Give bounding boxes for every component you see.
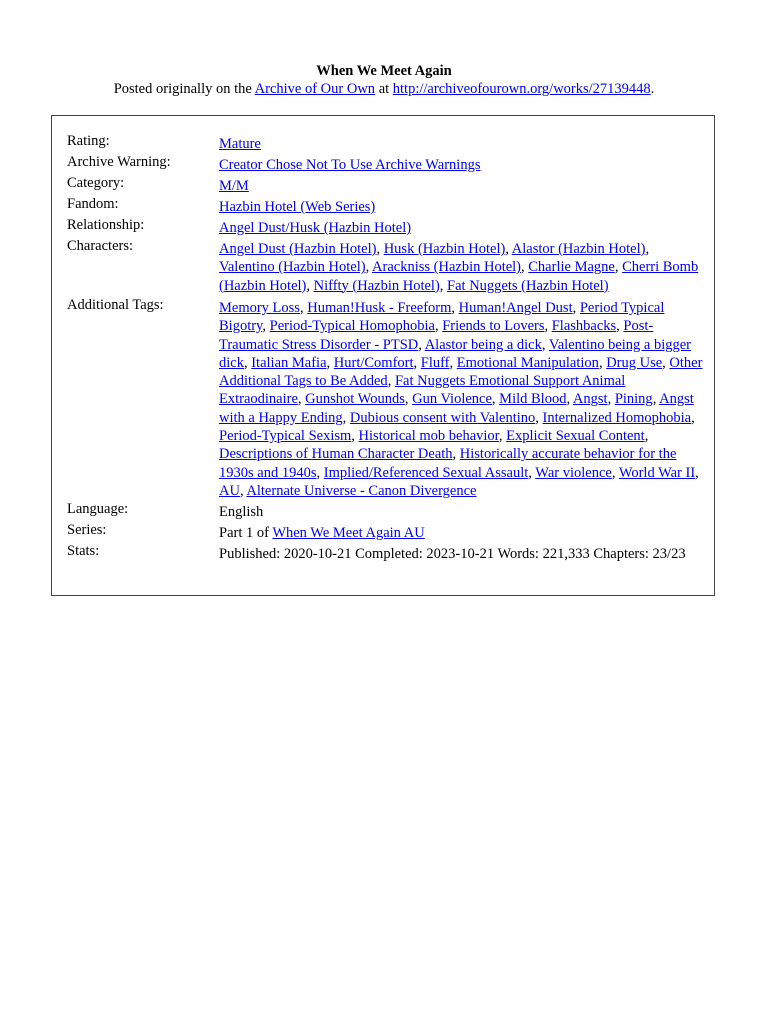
tag-link[interactable]: Explicit Sexual Content xyxy=(506,428,645,445)
posted-line xyxy=(0,80,768,98)
tag-link[interactable]: Internalized Homophobia xyxy=(542,409,692,426)
tag-link[interactable]: War violence xyxy=(535,464,612,481)
tag-link[interactable]: Fat Nuggets (Hazbin Hotel) xyxy=(447,277,609,294)
stats-label: Stats: xyxy=(67,543,100,559)
tag-link[interactable]: Niffty (Hazbin Hotel) xyxy=(313,277,440,294)
tag-link[interactable]: Pining xyxy=(614,391,653,408)
tag-link[interactable]: Descriptions of Human Character Death xyxy=(219,446,453,463)
rating-value xyxy=(219,135,704,153)
language-label: Language: xyxy=(67,501,129,517)
additional-tags-value: Memory Loss, Human!Husk - Freeform, Human!Angel Dust, Period Typical Bigotry, Period-Typical Homophobia, Friends to Lovers, Flashbacks, Post-Traumatic Stress Disorder - PTSD, Alastor being a dick, Valentino being a bigger dick, Italian Mafia, Hurt/Comfort, Fluff, Emotional Manipulation, Drug Use, Other Additional Tags to Be Added, Fat Nuggets Emotional Support Animal Extraodinaire, Gunshot Wounds, Gun Violence, Mild Blood, Angst, Pining, Angst with a Happy Ending, Dubious consent with Valentino, Internalized Homophobia, Period-Typical Sexism, Historical mob behavior, Explicit Sexual Content, Descriptions of Human Character Death, Historically accurate behavior for the 1930s and 1940s, Implied/Referenced Sexual Assault, War violence, World War II, AU, Alternate Universe - Canon Divergence xyxy=(219,300,703,499)
posted-prefix: Posted originally on the xyxy=(113,81,255,97)
language-value: English xyxy=(219,504,264,520)
tag-link[interactable]: Emotional Manipulation xyxy=(456,354,599,371)
tag-link[interactable]: Angel Dust/Husk (Hazbin Hotel) xyxy=(219,220,412,236)
tag-link[interactable]: Charlie Magne xyxy=(528,259,615,276)
characters-label: Characters: xyxy=(67,238,134,254)
tag-link[interactable]: Italian Mafia xyxy=(251,354,327,371)
warning-value xyxy=(219,156,704,174)
work-title: When We Meet Again xyxy=(316,63,452,79)
tag-link[interactable]: Alternate Universe - Canon Divergence xyxy=(246,482,477,499)
work-url-link[interactable]: http://archiveofourown.org/works/27139448 xyxy=(392,81,651,97)
tag-link[interactable]: Gun Violence xyxy=(412,391,492,408)
period: . xyxy=(650,81,655,97)
tag-link[interactable]: Fat Nuggets Emotional Support Animal Extraodinaire xyxy=(219,373,626,408)
tag-link[interactable]: Historical mob behavior xyxy=(358,428,499,445)
stats-value: Published: 2020-10-21 Completed: 2023-10-21 Words: 221,333 Chapters: 23/23 xyxy=(219,546,686,562)
tag-link[interactable]: Angst with a Happy Ending xyxy=(219,391,694,426)
tag-link[interactable]: M/M xyxy=(219,178,249,194)
tag-link[interactable]: Friends to Lovers xyxy=(442,318,545,335)
tag-link[interactable]: Other Additional Tags to Be Added xyxy=(219,354,703,390)
tag-link[interactable]: Angel Dust (Hazbin Hotel) xyxy=(219,241,377,257)
tag-link[interactable]: Valentino (Hazbin Hotel) xyxy=(219,259,366,276)
series-label: Series: xyxy=(67,522,107,538)
tag-link[interactable]: Angst xyxy=(572,391,608,408)
tag-link[interactable]: Period-Typical Homophobia xyxy=(269,318,435,335)
characters-value: Angel Dust (Hazbin Hotel), Husk (Hazbin Hotel), Alastor (Hazbin Hotel), Valentino (Hazbin Hotel), Arackniss (Hazbin Hotel), Charlie Magne, Cherri Bomb (Hazbin Hotel), Niffty (Hazbin Hotel), Fat Nuggets (Hazbin Hotel) xyxy=(219,241,699,294)
tag-link[interactable]: Cherri Bomb (Hazbin Hotel) xyxy=(219,259,699,294)
tag-link[interactable]: Mild Blood xyxy=(499,391,567,408)
tag-link[interactable]: AU xyxy=(219,482,240,499)
tag-link[interactable]: Hurt/Comfort xyxy=(333,354,414,371)
relationship-label: Relationship: xyxy=(67,217,145,233)
tag-link[interactable]: Alastor (Hazbin Hotel) xyxy=(511,241,646,257)
tag-link[interactable]: Mature xyxy=(219,136,261,152)
tag-link[interactable]: Husk (Hazbin Hotel) xyxy=(383,241,506,257)
tag-link[interactable]: Post-Traumatic Stress Disorder - PTSD xyxy=(219,318,654,353)
tag-link[interactable]: Flashbacks xyxy=(551,318,617,335)
tag-link[interactable]: Implied/Referenced Sexual Assault xyxy=(323,464,529,481)
series-link[interactable]: When We Meet Again AU xyxy=(272,525,425,541)
tag-link[interactable]: Memory Loss xyxy=(219,300,300,316)
tag-link[interactable]: Historically accurate behavior for the 1930s and 1940s xyxy=(219,446,677,481)
category-value xyxy=(219,177,704,195)
tag-link[interactable]: Valentino being a bigger dick xyxy=(219,336,692,371)
rating-label: Rating: xyxy=(67,133,110,149)
tag-link[interactable]: Hazbin Hotel (Web Series) xyxy=(219,199,376,215)
tag-link[interactable]: Creator Chose Not To Use Archive Warnings xyxy=(219,157,481,173)
series-value xyxy=(219,524,704,542)
fandom-value xyxy=(219,198,704,216)
fandom-label: Fandom: xyxy=(67,196,119,212)
tag-link[interactable]: Human!Angel Dust xyxy=(458,300,573,316)
meta-box xyxy=(51,115,715,596)
tag-link[interactable]: Period Typical Bigotry xyxy=(219,300,665,335)
tag-link[interactable]: Human!Husk - Freeform xyxy=(307,300,452,316)
work-header xyxy=(0,62,768,98)
tag-link[interactable]: Arackniss (Hazbin Hotel) xyxy=(372,259,522,276)
additional-tags-label: Additional Tags: xyxy=(67,297,164,313)
category-label: Category: xyxy=(67,175,125,191)
tag-link[interactable]: Dubious consent with Valentino xyxy=(349,409,536,426)
tag-link[interactable]: Alastor being a dick xyxy=(424,336,542,353)
warning-label: Archive Warning: xyxy=(67,154,171,170)
tag-link[interactable]: Period-Typical Sexism xyxy=(219,428,352,445)
at-text: at xyxy=(375,81,393,97)
relationship-value xyxy=(219,219,704,237)
tag-link[interactable]: Fluff xyxy=(420,354,450,371)
tag-link[interactable]: Gunshot Wounds xyxy=(305,391,405,408)
tag-link[interactable]: Drug Use xyxy=(606,354,663,371)
archive-link[interactable]: Archive of Our Own xyxy=(254,81,376,97)
series-prefix: Part 1 of xyxy=(219,525,273,541)
tag-link[interactable]: World War II xyxy=(618,464,696,481)
